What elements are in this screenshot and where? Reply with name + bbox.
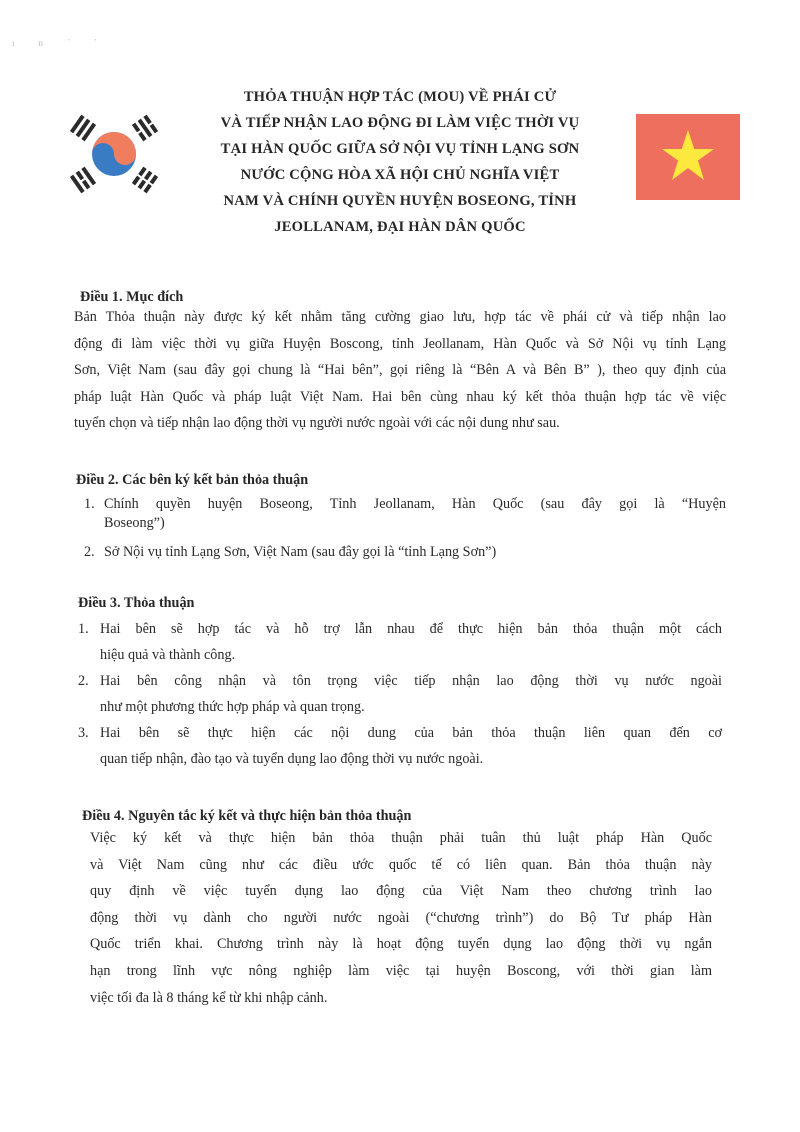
article-3-list — [78, 616, 722, 772]
document-title — [192, 84, 608, 240]
list-item — [84, 543, 524, 562]
article-4 — [82, 806, 732, 826]
vietnam-flag-icon — [636, 114, 740, 200]
list-item — [78, 720, 722, 772]
list-number: 1. — [84, 496, 95, 512]
list-item — [78, 616, 722, 668]
list-item — [84, 495, 726, 533]
list-item-line: hiệu quả và thành công. — [100, 647, 236, 663]
trigram-top-right — [132, 115, 158, 142]
paragraph-line: Bản Thỏa thuận này được ký kết nhằm tăng cường giao lưu, hợp tác về phái cử và tiếp nhận lao — [74, 309, 726, 325]
list-number: 3. — [78, 725, 89, 741]
article-1-body — [74, 304, 726, 437]
paragraph-line: Quốc triển khai. Chương trình này là hoạt động tuyển dụng lao động thời vụ ngắn — [90, 936, 712, 953]
article-3 — [78, 593, 728, 613]
article-3-heading: Điều 3. Thỏa thuận — [78, 595, 195, 611]
paragraph-line: Việc ký kết và thực hiện bản thỏa thuận phải tuân thủ luật pháp Hàn Quốc — [90, 830, 712, 846]
trigram-bottom-right — [132, 167, 158, 194]
list-number: 1. — [78, 621, 89, 637]
taegeuk-circle — [92, 132, 136, 176]
paragraph-line: quy định về việc tuyển dụng lao động của Việt Nam theo chương trình lao — [90, 883, 712, 900]
title-line: TẠI HÀN QUỐC GIỮA SỞ NỘI VỤ TỈNH LẠNG SƠN — [220, 141, 580, 157]
scan-noise-marks: ın ̔ ̓ — [12, 38, 120, 48]
title-line: JEOLLANAM, ĐẠI HÀN DÂN QUỐC — [274, 219, 526, 235]
list-item-line: quan tiếp nhận, đào tạo và tuyển dụng lao động thời vụ nước ngoài. — [100, 751, 484, 767]
article-4-body — [90, 825, 712, 1011]
article-2-list — [84, 495, 726, 562]
list-number: 2. — [78, 673, 89, 689]
title-line: NƯỚC CỘNG HÒA XÃ HỘI CHỦ NGHĨA VIỆT — [240, 167, 560, 183]
trigram-bottom-left — [70, 167, 96, 194]
list-item-line: Chính quyền huyện Boseong, Tỉnh Jeollanam, Hàn Quốc (sau đây gọi là “Huyện — [104, 496, 726, 512]
title-line: VÀ TIẾP NHẬN LAO ĐỘNG ĐI LÀM VIỆC THỜI VỤ — [220, 115, 580, 131]
list-item-line: Hai bên sẽ thực hiện các nội dung của bản thỏa thuận liên quan đến cơ — [100, 725, 722, 741]
paragraph-line: tuyển chọn và tiếp nhận lao động thời vụ người nước ngoài với các nội dung như sau. — [74, 415, 560, 432]
title-line: NAM VÀ CHÍNH QUYỀN HUYỆN BOSEONG, TỈNH — [223, 193, 577, 209]
list-item-line: Hai bên sẽ hợp tác và hỗ trợ lẫn nhau để thực hiện bản thỏa thuận một cách — [100, 621, 722, 637]
list-item-line: như một phương thức hợp pháp và quan trọng. — [100, 699, 365, 715]
paragraph-line: động thời vụ dành cho người nước ngoài (“chương trình”) do Bộ Tư pháp Hàn — [90, 909, 712, 926]
trigram-top-left — [70, 115, 96, 142]
article-2-heading: Điều 2. Các bên ký kết bản thỏa thuận — [76, 472, 309, 488]
paragraph-line: pháp luật Hàn Quốc và pháp luật Việt Nam. Hai bên cùng nhau ký kết thỏa thuận hợp tác về việc — [74, 388, 726, 405]
article-2 — [76, 470, 726, 490]
paragraph-line: và Việt Nam cũng như các điều ước quốc tế có liên quan. Bản thỏa thuận này — [90, 856, 712, 873]
paragraph-line: việc tối đa là 8 tháng kể từ khi nhập cảnh. — [90, 989, 328, 1006]
article-1-heading: Điều 1. Mục đích — [80, 289, 184, 305]
paragraph-line: Sơn, Việt Nam (sau đây gọi chung là “Hai bên”, gọi riêng là “Bên A và Bên B” ), theo quy định của — [74, 362, 726, 379]
list-number: 2. — [84, 544, 95, 560]
list-item — [78, 668, 722, 720]
paragraph-line: động đi làm việc thời vụ giữa Huyện Boscong, tỉnh Jeollanam, Hàn Quốc và Sở Nội vụ tỉnh Lạng — [74, 335, 726, 352]
article-4-heading: Điều 4. Nguyên tắc ký kết và thực hiện bản thỏa thuận — [82, 808, 412, 824]
list-item-line: Boseong”) — [104, 515, 165, 531]
list-item-line: Sở Nội vụ tỉnh Lạng Sơn, Việt Nam (sau đây gọi là “tỉnh Lạng Sơn”) — [104, 544, 497, 560]
list-item-line: Hai bên công nhận và tôn trọng việc tiếp nhận lao động thời vụ nước ngoài — [100, 673, 722, 689]
paragraph-line: hạn trong lĩnh vực nông nghiệp làm việc tại huyện Boscong, với thời gian làm — [90, 962, 712, 979]
title-line: THỎA THUẬN HỢP TÁC (MOU) VỀ PHÁI CỬ — [243, 89, 557, 105]
south-korea-flag-icon — [64, 110, 164, 196]
